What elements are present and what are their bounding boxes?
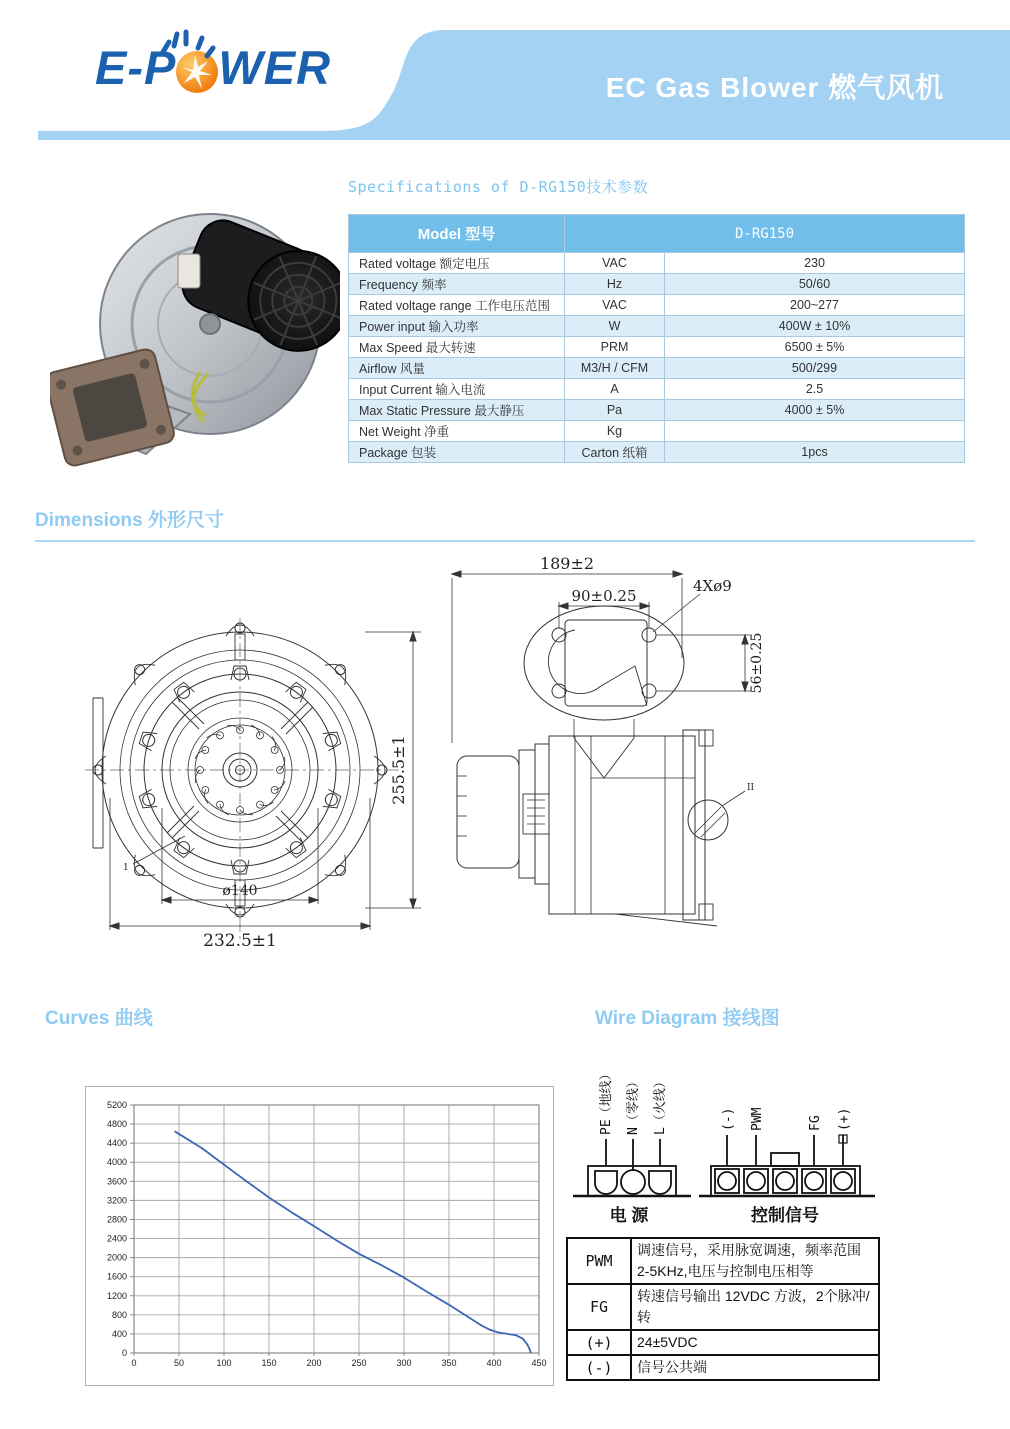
tick-label-y: 800: [111, 1309, 127, 1320]
wire-diagram: [563, 1063, 898, 1235]
power-caption: 电 源: [609, 1206, 649, 1225]
control-label-minus: (-): [721, 1107, 736, 1131]
power-label-l: L（火线）: [653, 1075, 668, 1135]
leader-1: [133, 836, 185, 864]
dim-label-overall-width: 189±2: [539, 554, 595, 573]
curves-chart: [85, 1086, 554, 1386]
spec-cell: Hz: [565, 274, 665, 295]
signal-table: [566, 1237, 880, 1381]
tick-label-x: 450: [531, 1358, 547, 1368]
tick-label-x: 400: [486, 1358, 502, 1368]
power-connector: [573, 1139, 691, 1196]
control-label-plus: (+): [837, 1107, 852, 1131]
dimensions-heading: Dimensions 外形尺寸: [35, 510, 224, 531]
spec-cell: 500/299: [665, 358, 965, 379]
spec-cell: 200~277: [665, 295, 965, 316]
signal-desc-cell: 24±5VDC: [631, 1330, 879, 1355]
wire-diagram-heading: Wire Diagram 接线图: [595, 1008, 780, 1029]
spec-cell: Max Static Pressure 最大静压: [349, 400, 565, 421]
signal-key-cell: FG: [567, 1284, 631, 1330]
spec-cell: Rated voltage range 工作电压范围: [349, 295, 565, 316]
spec-row: [349, 295, 965, 316]
tick-label-x: 200: [306, 1358, 322, 1368]
series-line: [175, 1131, 531, 1353]
power-label-n: N（零线）: [626, 1075, 641, 1135]
tick-label-y: 1200: [106, 1290, 127, 1301]
product-photo: [50, 192, 340, 470]
signal-row: [567, 1238, 879, 1284]
signal-row: [567, 1330, 879, 1355]
tick-label-y: 4400: [106, 1138, 127, 1149]
tick-label-y: 4800: [106, 1119, 127, 1130]
spec-table-body: [349, 253, 965, 463]
spec-cell: Carton 纸箱: [565, 442, 665, 463]
tick-label-y: 2400: [106, 1233, 127, 1244]
dim-label-inner-dia: ø140: [222, 883, 258, 899]
tick-label-y: 1600: [106, 1271, 127, 1282]
tick-label-x: 300: [396, 1358, 412, 1368]
spec-cell: VAC: [565, 253, 665, 274]
dim-hole-spacing-h: [559, 602, 649, 628]
spec-row: [349, 253, 965, 274]
spec-table: [348, 214, 965, 463]
tick-label-y: 3200: [106, 1195, 127, 1206]
model-label-cell: Model 型号: [349, 215, 565, 253]
signal-key-cell: (+): [567, 1330, 631, 1355]
signal-key-cell: PWM: [567, 1238, 631, 1284]
spec-section-title: Specifications of D-RG150技术参数: [348, 178, 649, 196]
spec-cell: 2.5: [665, 379, 965, 400]
curves-heading: Curves 曲线: [45, 1008, 153, 1029]
logo-sparks-icon: [157, 26, 217, 60]
control-label-pwm: PWM: [750, 1107, 765, 1131]
signal-table-body: [567, 1238, 879, 1380]
dimensions-divider: [35, 540, 975, 542]
spec-cell: Package 包装: [349, 442, 565, 463]
spec-cell: 230: [665, 253, 965, 274]
motor-connector: [178, 254, 200, 288]
tick-label-x: 100: [216, 1358, 232, 1368]
tick-label-x: 50: [173, 1358, 185, 1368]
brand-logo: [95, 40, 331, 95]
spec-table-header-row: [349, 215, 965, 253]
signal-desc-cell: 信号公共端: [631, 1355, 879, 1380]
spec-cell: M3/H / CFM: [565, 358, 665, 379]
logo-text-left: E-P: [95, 41, 177, 94]
spec-row: [349, 379, 965, 400]
dim-label-leader1: 1: [123, 863, 129, 873]
spec-row: [349, 337, 965, 358]
signal-desc-cell: 调速信号，采用脉宽调速，频率范围 2-5KHz,电压与控制电压相等: [631, 1238, 879, 1284]
dimension-drawings: [55, 548, 785, 973]
spec-cell: Power input 输入功率: [349, 316, 565, 337]
spec-cell: Frequency 频率: [349, 274, 565, 295]
tick-label-y: 5200: [106, 1100, 127, 1110]
signal-desc-cell: 转速信号输出 12VDC 方波，2个脉冲/转: [631, 1284, 879, 1330]
dim-label-detail: II: [747, 783, 755, 793]
spec-row: [349, 421, 965, 442]
outlet-flange: [50, 347, 176, 467]
spec-cell: Airflow 风量: [349, 358, 565, 379]
page-title: EC Gas Blower 燃气风机: [605, 72, 945, 103]
side-view-drawing: [457, 730, 745, 926]
spec-row: [349, 400, 965, 421]
tick-label-x: 150: [261, 1358, 277, 1368]
tick-label-x: 350: [441, 1358, 457, 1368]
spec-cell: Net Weight 净重: [349, 421, 565, 442]
spec-cell: Rated voltage 额定电压: [349, 253, 565, 274]
spec-cell: 6500 ± 5%: [665, 337, 965, 358]
spec-cell: 4000 ± 5%: [665, 400, 965, 421]
dim-label-width: 232.5±1: [203, 931, 277, 951]
tick-label-y: 3600: [106, 1176, 127, 1187]
spec-cell: VAC: [565, 295, 665, 316]
spec-row: [349, 358, 965, 379]
dim-label-hole-spacing-v: 56±0.25: [749, 632, 765, 694]
signal-key-cell: (-): [567, 1355, 631, 1380]
power-label-pe: PE（地线）: [599, 1067, 614, 1135]
plot-border: [134, 1105, 539, 1353]
spec-cell: Input Current 输入电流: [349, 379, 565, 400]
spec-cell: Pa: [565, 400, 665, 421]
signal-row: [567, 1284, 879, 1330]
spec-row: [349, 316, 965, 337]
tick-label-y: 2000: [106, 1252, 127, 1263]
dim-hole-spacing-v: [656, 635, 750, 691]
spec-cell: Kg: [565, 421, 665, 442]
model-value-cell: D-RG150: [565, 215, 965, 253]
spec-cell: [665, 421, 965, 442]
spec-cell: 400W ± 10%: [665, 316, 965, 337]
spec-row: [349, 442, 965, 463]
dim-label-holes: 4Xø9: [693, 577, 732, 595]
leader-holes: [653, 594, 700, 632]
tick-label-y: 2800: [106, 1214, 127, 1225]
dim-label-hole-spacing-h: 90±0.25: [571, 587, 637, 605]
spec-cell: Max Speed 最大转速: [349, 337, 565, 358]
control-caption: 控制信号: [751, 1206, 819, 1225]
tick-label-x: 250: [351, 1358, 367, 1368]
signal-row: [567, 1355, 879, 1380]
tick-label-y: 0: [121, 1348, 127, 1358]
control-connector: [699, 1135, 875, 1196]
spec-cell: PRM: [565, 337, 665, 358]
spec-row: [349, 274, 965, 295]
logo-text-right: WER: [218, 41, 332, 94]
spec-cell: W: [565, 316, 665, 337]
spec-cell: 50/60: [665, 274, 965, 295]
tick-label-y: 400: [111, 1328, 127, 1339]
tick-label-y: 4000: [106, 1157, 127, 1168]
spec-cell: A: [565, 379, 665, 400]
spec-cell: 1pcs: [665, 442, 965, 463]
dim-label-height: 255.5±1: [389, 735, 408, 805]
control-label-fg: FG: [808, 1115, 823, 1131]
tick-label-x: 0: [131, 1358, 137, 1368]
curves-chart-plot: [86, 1087, 553, 1385]
